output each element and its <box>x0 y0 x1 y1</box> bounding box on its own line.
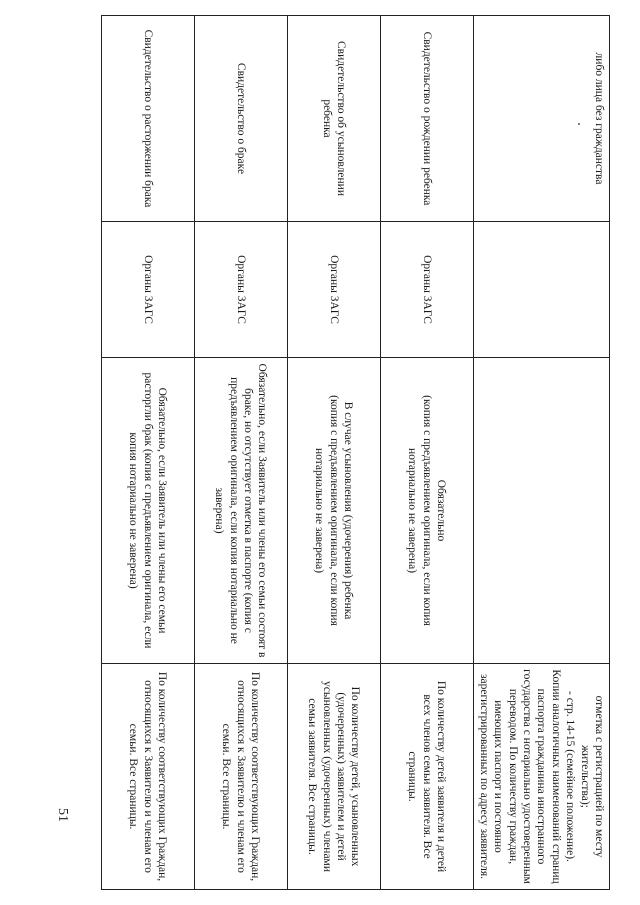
copies-count-cell: По количеству детей, усыновленных (удочеренных) заявителем и детей усыновленных (удочеренных) членами семьи заявителя. Все страницы. <box>287 664 380 890</box>
requirement-cell: Обязательно, если Заявитель или члены его семьи состоят в браке, но отсутствует отметка в паспорте (копия с предъявлением оригинала, если копия нотариально не заверена) <box>194 358 287 664</box>
table-row <box>194 16 287 890</box>
copies-count-cell: отметка с регистрацией по месту жительства); - стр. 14-15 (семейное положение). Копии аналогичных наименований страниц паспорта гражданина иностранного государства с нотариально удостоверенным переводом. По количеству граждан, имеющих паспорт и постоянно зарегистрированных по адресу заявителя. <box>473 664 609 890</box>
page-number: 51 <box>55 808 70 822</box>
issuing-organ-cell: Органы ЗАГС <box>380 222 473 358</box>
issuing-organ-cell: Органы ЗАГС <box>101 222 194 358</box>
document-name-cell: Свидетельство о браке <box>194 16 287 222</box>
copies-count-cell: По количеству соответствующих Граждан, относящихся к Заявителю и членам его семьи. Все страницы. <box>194 664 287 890</box>
issuing-organ-cell: Органы ЗАГС <box>194 222 287 358</box>
scan-speck <box>578 123 580 125</box>
requirement-cell: Обязательно, если Заявитель или члены его семьи расторгли брак (копия с предъявлением оригинала, если копия нотариально не заверена) <box>101 358 194 664</box>
documents-table <box>101 15 610 890</box>
issuing-organ-cell: Органы ЗАГС <box>287 222 380 358</box>
requirement-cell: В случае усыновления (удочерения) ребенка (копия с предъявлением оригинала, если копия нотариально не заверена) <box>287 358 380 664</box>
copies-count-cell: По количеству детей заявителя и детей всех членов семьи заявителя. Все страницы. <box>380 664 473 890</box>
table-row <box>287 16 380 890</box>
table-row <box>473 16 609 890</box>
requirement-cell: Обязательно (копия с предъявлением оригинала, если копия нотариально не заверена) <box>380 358 473 664</box>
table-row <box>380 16 473 890</box>
table-row <box>101 16 194 890</box>
document-name-cell: Свидетельство об усыновлении ребенка <box>287 16 380 222</box>
rotated-document-sheet <box>70 15 610 884</box>
document-name-cell: либо лица без гражданства <box>473 16 609 222</box>
issuing-organ-cell <box>473 222 609 358</box>
requirement-cell <box>473 358 609 664</box>
copies-count-cell: По количеству соответствующих Граждан, относящихся к Заявителю и членам его семьи. Все страницы. <box>101 664 194 890</box>
document-name-cell: Свидетельство о рождении ребенка <box>380 16 473 222</box>
document-name-cell: Свидетельство о расторжении брака <box>101 16 194 222</box>
